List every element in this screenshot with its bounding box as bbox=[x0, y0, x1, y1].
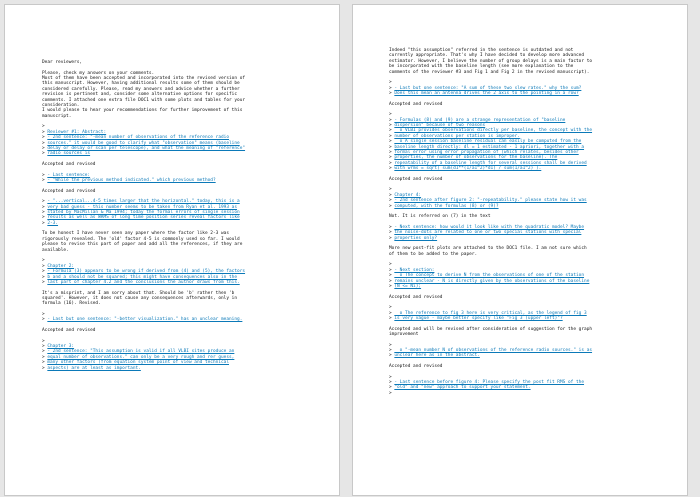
quoted-line bbox=[42, 178, 312, 183]
author-response bbox=[389, 102, 661, 107]
quote-marker: > bbox=[42, 343, 48, 349]
document-page-2 bbox=[352, 4, 688, 496]
quote-text: - Last sentence: bbox=[47, 172, 91, 178]
quote-marker: > bbox=[42, 178, 48, 184]
page-2-body bbox=[389, 48, 661, 396]
quote-text: computed, with the formulas (8) or (9)? bbox=[394, 203, 499, 209]
quote-text: properties, the number of observations for the baseline). The bbox=[394, 155, 558, 161]
quote-text: equal number of observations." can only be a very rough and rer guess, bbox=[47, 354, 235, 360]
text-line: please to revise this part of paper and add all the references, if they are bbox=[42, 242, 243, 248]
quote-marker: > bbox=[42, 140, 48, 146]
quote-text: Does this mean an antenna drives the 2 axis to the pointing in a row? bbox=[394, 91, 579, 97]
quote-text: "old" and "new" approach to support your statement. bbox=[394, 385, 531, 391]
quote-text: sources." it would be good to clarify what "observation" means (baseline bbox=[47, 140, 240, 146]
author-response bbox=[42, 231, 312, 253]
quote-marker: > bbox=[389, 385, 395, 391]
reviewer-comment bbox=[42, 312, 312, 323]
quote-marker: > bbox=[42, 146, 48, 152]
text-line: this manuscript. However, having additional results some of them should be bbox=[42, 81, 240, 87]
page-1-body bbox=[42, 60, 312, 371]
quote-text: o "-mean number N of observations of the reference radio sources." is as bbox=[394, 347, 593, 353]
quote-marker: > bbox=[42, 311, 45, 317]
quote-marker: > bbox=[42, 199, 48, 205]
quote-text: properties only? bbox=[394, 235, 438, 241]
quoted-line bbox=[42, 151, 312, 156]
quoted-line bbox=[42, 221, 312, 226]
quote-marker: > bbox=[42, 172, 48, 178]
reviewer-comment bbox=[389, 80, 661, 96]
quote-marker: > bbox=[389, 123, 395, 129]
quote-text: - 2nd sentence: "This assumption is valid if all VLBI sites produce an bbox=[47, 349, 235, 355]
quote-marker: > bbox=[42, 317, 48, 323]
reviewer-comment bbox=[389, 112, 661, 171]
quote-marker: > bbox=[389, 139, 395, 145]
quote-text: o VLBI provides observations directly per baseline, the concept with the bbox=[394, 128, 593, 134]
quote-marker: > bbox=[389, 128, 395, 134]
quoted-line bbox=[389, 204, 661, 209]
quoted-line bbox=[389, 316, 661, 321]
quote-text: aspects) are at least as important. bbox=[47, 365, 141, 371]
quoted-line bbox=[389, 166, 661, 171]
quote-text: - Last sentence before figure 4: Please specify the post fit RMS of the bbox=[394, 379, 585, 385]
quote-marker: > bbox=[389, 305, 392, 311]
quote-marker: > bbox=[389, 117, 395, 123]
quote-marker: > bbox=[389, 353, 395, 359]
quoted-line bbox=[42, 280, 312, 285]
text-line: currently appropriate. That's why I have decided to develop more advanced bbox=[389, 53, 585, 59]
quote-marker: > bbox=[42, 274, 48, 280]
quote-text: formal error using error propagation of (which relates, besides other bbox=[394, 150, 579, 156]
text-line: Most of them have been accepted and incorporated into the revised version of bbox=[42, 76, 246, 81]
quoted-line bbox=[389, 91, 661, 96]
text-line: available. bbox=[42, 247, 69, 253]
quote-text: delay or delay or scan per telescope), and what the meaning of "reference" bbox=[47, 146, 246, 152]
quote-marker: > bbox=[42, 210, 48, 216]
quote-marker: > bbox=[42, 129, 48, 135]
quote-text: the noise-dots are related to one or two special stations with special bbox=[394, 230, 582, 236]
quote-text: very bad guess - this number seems to be taken from Ryan et al. 1993 as bbox=[47, 204, 238, 210]
quote-text: - Formula (3) appears to be wrong if derived from (4) and (5), the factors bbox=[47, 269, 246, 275]
text-line: considered carefully. Please, read my answers and advice whether a further bbox=[42, 86, 240, 92]
quote-marker: > bbox=[389, 112, 392, 118]
quote-marker: > bbox=[42, 135, 48, 141]
quote-text: radio sources is bbox=[47, 151, 91, 157]
quote-marker: > bbox=[389, 267, 395, 273]
quote-marker: > bbox=[389, 374, 392, 380]
author-response bbox=[42, 291, 312, 307]
quoted-line bbox=[389, 391, 661, 396]
quote-marker: > bbox=[389, 155, 395, 161]
reviewer-comment bbox=[389, 375, 661, 397]
quote-marker: > bbox=[389, 347, 395, 353]
reviewer-comment bbox=[389, 225, 661, 241]
text-line: consideration. bbox=[42, 103, 80, 109]
reviewer-comment bbox=[42, 199, 312, 226]
quote-text: (N <= Ni); bbox=[394, 283, 422, 289]
quote-text: last part of chapter 4.2 and the conclusions the author draws from this. bbox=[47, 279, 240, 285]
text-line: revision is pertinent and, consider some alternative options for specific bbox=[42, 92, 238, 98]
text-line: Accepted and revised bbox=[389, 176, 443, 182]
quote-marker: > bbox=[389, 315, 395, 321]
text-line: To be honest I have never seen any paper where the factor like 2-3 was bbox=[42, 231, 230, 237]
quote-marker: > bbox=[389, 198, 395, 204]
quote-text: with wrms = sqrt( sum(d1**(1/a1^2)*d1) / sum(1/a1^2) ). bbox=[394, 166, 542, 172]
text-line: Accepted and revised bbox=[42, 188, 96, 194]
quote-marker: > bbox=[42, 215, 48, 221]
quote-text: is very vague - maybe better specify like "Fig 3 (upper left)"? bbox=[394, 315, 563, 321]
reviewer-comment bbox=[42, 173, 312, 184]
quote-marker: > bbox=[389, 133, 395, 139]
quote-marker: > bbox=[389, 230, 395, 236]
quote-text: b and a should not be squared; this might have consequences also in the bbox=[47, 274, 238, 280]
quote-text: repeatability of a baseline length for several sessions shall be derived bbox=[394, 160, 587, 166]
text-line: manuscript. bbox=[42, 113, 72, 119]
quote-marker: > bbox=[42, 365, 48, 371]
quote-marker: > bbox=[389, 310, 395, 316]
reviewer-comment bbox=[389, 343, 661, 359]
text-line: Accepted and revised bbox=[389, 363, 443, 369]
quote-text: many other factors (from equation system point of view and technical bbox=[47, 360, 230, 366]
text-line: estimator. However, I believe the number of group delays is a main factor to bbox=[389, 58, 593, 64]
quote-marker: > bbox=[389, 85, 395, 91]
text-line: comments of the reviewer #3 and Fig 1 and Fig 2 in the revised manuscript). bbox=[389, 69, 590, 75]
text-line: Not. It is referred on (7) in the text bbox=[389, 214, 491, 220]
quoted-line bbox=[389, 236, 661, 241]
quote-text: Chapter 3: bbox=[47, 343, 75, 349]
quote-text: - Formulas (8) and (9) are a strange representation of "baseline bbox=[394, 117, 566, 123]
quoted-line bbox=[42, 317, 312, 322]
quote-marker: > bbox=[42, 151, 48, 157]
quote-marker: > bbox=[42, 269, 48, 275]
quote-marker: > bbox=[42, 360, 48, 366]
text-line: formula (16). Revised. bbox=[42, 301, 101, 307]
quote-marker: > bbox=[42, 349, 48, 355]
quote-text: - Last but one sentence: "-better visualization." has an unclear meaning. bbox=[47, 317, 243, 323]
document-page-1 bbox=[4, 4, 340, 496]
quote-marker: > bbox=[389, 91, 395, 97]
author-response bbox=[42, 71, 312, 120]
quote-marker: > bbox=[389, 192, 395, 198]
quote-text: number of observations per station is improper. bbox=[394, 133, 520, 139]
quote-text: stated by MacMillan & Ma 1994; today the formal errors of single session bbox=[47, 210, 240, 216]
author-response bbox=[389, 327, 661, 338]
quoted-line bbox=[389, 284, 661, 289]
quote-text: Chapter 2: bbox=[47, 263, 75, 269]
text-line: squared'. However, it does not cause any consequences afterwards, only in bbox=[42, 295, 238, 301]
text-line: Accepted and revised bbox=[42, 327, 96, 333]
quote-marker: > bbox=[389, 150, 395, 156]
author-response bbox=[389, 48, 661, 75]
quote-text: o A single session baseline residual can easily be computed from the bbox=[394, 139, 582, 145]
text-line: of them to be added to the paper. bbox=[389, 251, 478, 257]
reviewer-comment bbox=[42, 258, 312, 285]
quote-marker: > bbox=[42, 263, 48, 269]
quote-marker: > bbox=[389, 80, 392, 86]
quote-marker: > bbox=[42, 258, 45, 264]
quote-marker: > bbox=[389, 390, 392, 396]
quote-text: - "While the previous method indicated." which previous method? bbox=[47, 178, 216, 184]
author-response bbox=[389, 246, 661, 257]
quote-marker: > bbox=[42, 204, 48, 210]
quote-marker: > bbox=[389, 235, 395, 241]
reviewer-comment bbox=[389, 262, 661, 289]
text-line: Accepted and revised bbox=[42, 162, 96, 168]
author-response bbox=[42, 162, 312, 167]
reviewer-comment bbox=[389, 305, 661, 321]
quote-text: Chapter 4: bbox=[394, 192, 422, 198]
quote-marker: > bbox=[389, 160, 395, 166]
quote-text: - Next section: bbox=[394, 267, 435, 273]
quote-text: - Last but one sentence: "A sum of these two slew rates." why the sum? bbox=[394, 85, 582, 91]
reviewer-comment bbox=[42, 339, 312, 371]
text-line: comments. I attached one extra file DOC1 with some plots and tables for your bbox=[42, 97, 246, 103]
quote-marker: > bbox=[42, 338, 45, 344]
quote-marker: > bbox=[389, 273, 395, 279]
text-line: rigorously revealed. The 'old' factor 4-5 is commonly used so far. I would bbox=[42, 236, 240, 242]
quote-text: - 2nd sentence after figure 2: "-repeatability." please state how it was bbox=[394, 198, 587, 204]
quote-text: dispersion" because of two reasons bbox=[394, 123, 486, 129]
quote-text: baseline length directly: dl = 1 estimated - 1 apriori, together with a bbox=[394, 144, 585, 150]
author-response bbox=[389, 364, 661, 369]
quote-marker: > bbox=[389, 144, 395, 150]
text-line: More new post-fit plots are attached to the DOC1 file. I am not sure which bbox=[389, 246, 587, 252]
quote-text: Reviewer #1: Abstract: bbox=[47, 129, 107, 135]
author-response bbox=[389, 214, 661, 219]
text-line: Indeed "this assumption" referred in the sentence is outdated and not bbox=[389, 48, 574, 53]
quote-text: - Next sentence: how would it look like with the quadratic model? Maybe bbox=[394, 224, 585, 230]
quote-text: o The reference to fig 3 here is very critical, as the legend of fig 3 bbox=[394, 310, 587, 316]
quote-text: remains unclear - N is directly given by the observations of the baseline bbox=[394, 278, 590, 284]
quote-marker: > bbox=[389, 342, 392, 348]
text-line: Please, check my answers on your comments. bbox=[42, 70, 155, 76]
text-line: be incorporated with the baseline length (see more explanation to the bbox=[389, 64, 574, 70]
quote-marker: > bbox=[42, 279, 48, 285]
quote-text: - 2nd sentence: "-mean number of observations of the reference radio bbox=[47, 135, 230, 141]
quote-text: results as well as WRMS of long time position series reveal factors like bbox=[47, 215, 240, 221]
quoted-line bbox=[389, 353, 661, 358]
author-response bbox=[389, 177, 661, 182]
quoted-line bbox=[42, 366, 312, 371]
quote-text: - "...vertical...4-5 times larger that the horizontal." today, this is a bbox=[47, 199, 240, 205]
quote-text: unclear here as in the abstract. bbox=[394, 353, 480, 359]
quote-marker: > bbox=[389, 278, 395, 284]
text-line: Accepted and revised bbox=[389, 101, 443, 107]
author-response bbox=[389, 295, 661, 300]
quote-marker: > bbox=[389, 166, 395, 172]
text-line: Accepted and revised bbox=[389, 294, 443, 300]
quote-marker: > bbox=[389, 187, 392, 193]
text-line: Accepted and will be revised after consideration of suggestion for the graph bbox=[389, 326, 593, 332]
author-response bbox=[42, 189, 312, 194]
quote-marker: > bbox=[42, 220, 48, 226]
quote-text: o The concept to derive N from the observations of one of the station bbox=[394, 273, 585, 279]
text-line: It's a misprint, and I am sorry about that. Should be 'b' rather then 'b bbox=[42, 290, 235, 296]
reviewer-comment bbox=[42, 124, 312, 156]
reviewer-comment bbox=[389, 187, 661, 209]
quote-marker: > bbox=[42, 354, 48, 360]
text-line: Dear reviewers, bbox=[42, 60, 83, 65]
text-line: I would please to hear your recommendations for further improvement of this bbox=[42, 108, 243, 114]
author-response bbox=[42, 60, 312, 65]
quote-marker: > bbox=[42, 124, 45, 130]
quote-marker: > bbox=[389, 283, 395, 289]
quote-marker: > bbox=[389, 262, 392, 268]
quote-text: 2-3. bbox=[47, 220, 59, 226]
quote-marker: > bbox=[389, 379, 395, 385]
quote-marker: > bbox=[389, 224, 395, 230]
author-response bbox=[42, 328, 312, 333]
text-line: improvement bbox=[389, 331, 419, 337]
quote-marker: > bbox=[389, 203, 395, 209]
